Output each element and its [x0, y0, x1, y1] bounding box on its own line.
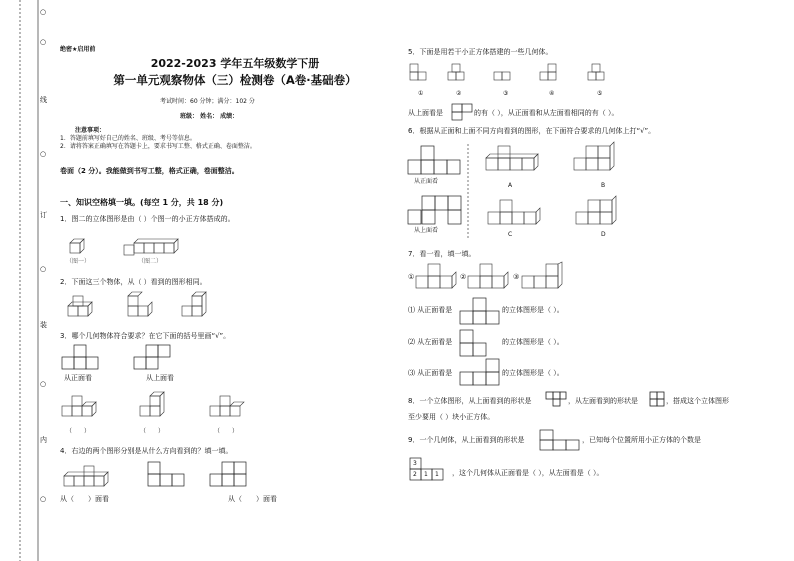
- question-2: 2．下面这三个物体，从（ ）看到的图形相同。: [60, 278, 207, 286]
- q9-grid-cell: 1: [424, 471, 428, 478]
- question-6: 6．根据从正面和上面不同方向看到的图形，在下面符合要求的几何体上打“√”。: [408, 127, 656, 135]
- q8-top-view-shape: [546, 392, 566, 408]
- binding-char: 订: [40, 211, 47, 219]
- q6-option-c[interactable]: C: [508, 231, 513, 238]
- q5-figures: [408, 64, 618, 90]
- question-9-part-c[interactable]: ，这个几何体从正面看是（ ），从左面看是（ ）。: [452, 469, 604, 477]
- note-item: 1．答题前填写好自己的姓名、班级、考号等信息。: [60, 135, 196, 142]
- q9-grid-cell: 1: [435, 471, 439, 478]
- q9-top-view-shape: [540, 430, 580, 450]
- q3-top-label: 从上面看: [146, 374, 174, 382]
- q3-options: [58, 392, 258, 422]
- q3-blank-b[interactable]: （ ）: [140, 428, 165, 435]
- q7-mark: ②: [460, 273, 467, 281]
- binding-char: ○: [40, 495, 47, 503]
- q3-views: [62, 345, 192, 371]
- question-7: 7．看一看，填一填。: [408, 250, 476, 258]
- neatness-statement: 卷面（2 分）。我能做到书写工整，格式正确，卷面整洁。: [60, 167, 239, 175]
- binding-char: ○: [40, 8, 47, 16]
- q5-label: ④: [549, 90, 555, 97]
- q6-options: [482, 140, 642, 240]
- q6-top-label: 从上面看: [414, 227, 439, 234]
- binding-char: ○: [40, 380, 47, 388]
- q7-sub2-prefix: ⑵ 从左面看是: [408, 338, 453, 346]
- q6-option-b[interactable]: B: [601, 182, 606, 189]
- q1-label-b: （图二）: [138, 258, 163, 265]
- q7-sub2-blank[interactable]: 的立体图形是（ ）。: [502, 338, 564, 346]
- binding-char: ○: [40, 265, 47, 273]
- exam-title-line1: 2022-2023 学年五年级数学下册: [150, 57, 320, 70]
- q4-figures: [60, 460, 270, 490]
- q5-answer-blanks[interactable]: 的有（ ），从正面看和从左面看相同的有（ ）。: [474, 109, 619, 117]
- q9-grid-cell: 2: [413, 471, 417, 478]
- q6-option-d[interactable]: D: [601, 231, 606, 238]
- q5-label: ⑤: [597, 90, 603, 97]
- question-1: 1．图二的立体图形是由（ ）个图一的小正方体搭成的。: [60, 215, 235, 223]
- q6-option-a[interactable]: A: [508, 182, 513, 189]
- q7-mark: ①: [408, 273, 415, 281]
- q7-sub3-prefix: ⑶ 从正面看是: [408, 369, 453, 377]
- q5-top-view-shape: [452, 104, 472, 120]
- q3-front-label: 从正面看: [64, 374, 92, 382]
- binding-char: ○: [40, 38, 47, 46]
- q4-direction-2[interactable]: 从（ ）面看: [228, 495, 277, 503]
- question-3: 3．哪个几何物体符合要求？在它下面的括号里画“√”。: [60, 332, 231, 340]
- note-item: 2．请将答案正确填写在答题卡上，要求书写工整、格式正确、卷面整洁。: [60, 143, 256, 150]
- binding-char: 内: [40, 436, 47, 444]
- q5-label: ③: [503, 90, 509, 97]
- q7-sub1-blank[interactable]: 的立体图形是（ ）。: [502, 306, 564, 314]
- q9-grid-cell: 3: [413, 460, 417, 467]
- question-5: 5．下面是用若干小正方体搭建的一些几何体。: [408, 48, 553, 56]
- q7-sub2-shape: [460, 330, 488, 356]
- question-8-part-c: ，搭成这个立体图形: [666, 397, 729, 405]
- question-9-part-b: ，已知每个位置所用小正方体的个数是: [582, 436, 701, 444]
- q2-figures: [60, 290, 230, 326]
- q7-figures: [416, 262, 566, 292]
- binding-char: ○: [40, 150, 47, 158]
- binding-char: 线: [40, 96, 47, 104]
- exam-title-line2: 第一单元观察物体（三）检测卷（A卷·基础卷）: [113, 73, 357, 87]
- q1-label-a: （图一）: [66, 258, 91, 265]
- q7-sub1-shape: [460, 298, 500, 324]
- q5-label: ②: [456, 90, 462, 97]
- q7-mark: ③: [513, 273, 520, 281]
- binding-char: 装: [40, 321, 47, 329]
- section-heading: 一、知识空格填一填。(每空 1 分，共 18 分): [60, 198, 224, 207]
- notes-heading: 注意事项：: [75, 127, 106, 134]
- question-9-part-a: 9．一个几何体，从上面看到的形状是: [408, 436, 525, 444]
- q3-blank-a[interactable]: （ ）: [66, 428, 91, 435]
- question-8-part-b: ，从左面看到的形状是: [568, 397, 638, 405]
- q8-left-view-shape: [650, 392, 664, 406]
- question-4: 4．右边的两个图形分别是从什么方向看到的？填一填。: [60, 447, 233, 455]
- exam-info: 考试时间：60 分钟；满分：102 分: [160, 98, 255, 105]
- q3-blank-c[interactable]: （ ）: [214, 428, 239, 435]
- question-8-part-d[interactable]: 至少要用（ ）块小正方体。: [408, 413, 495, 421]
- q6-front-label: 从正面看: [414, 178, 439, 185]
- name-line: 班级： 姓名： 成绩：: [180, 113, 239, 120]
- q4-direction-1[interactable]: 从（ ）面看: [60, 495, 109, 503]
- secret-label: 绝密★启用前: [60, 46, 96, 53]
- q5-answer-prefix: 从上面看是: [408, 109, 443, 117]
- binding-margin: [0, 0, 56, 561]
- q5-label: ①: [418, 90, 424, 97]
- binding-lines: [0, 0, 56, 561]
- question-8-part-a: 8．一个立体图形，从上面看到的形状是: [408, 397, 532, 405]
- q7-sub3-blank[interactable]: 的立体图形是（ ）。: [502, 369, 564, 377]
- q7-sub1-prefix: ⑴ 从正面看是: [408, 306, 453, 314]
- q7-sub3-shape: [460, 359, 500, 385]
